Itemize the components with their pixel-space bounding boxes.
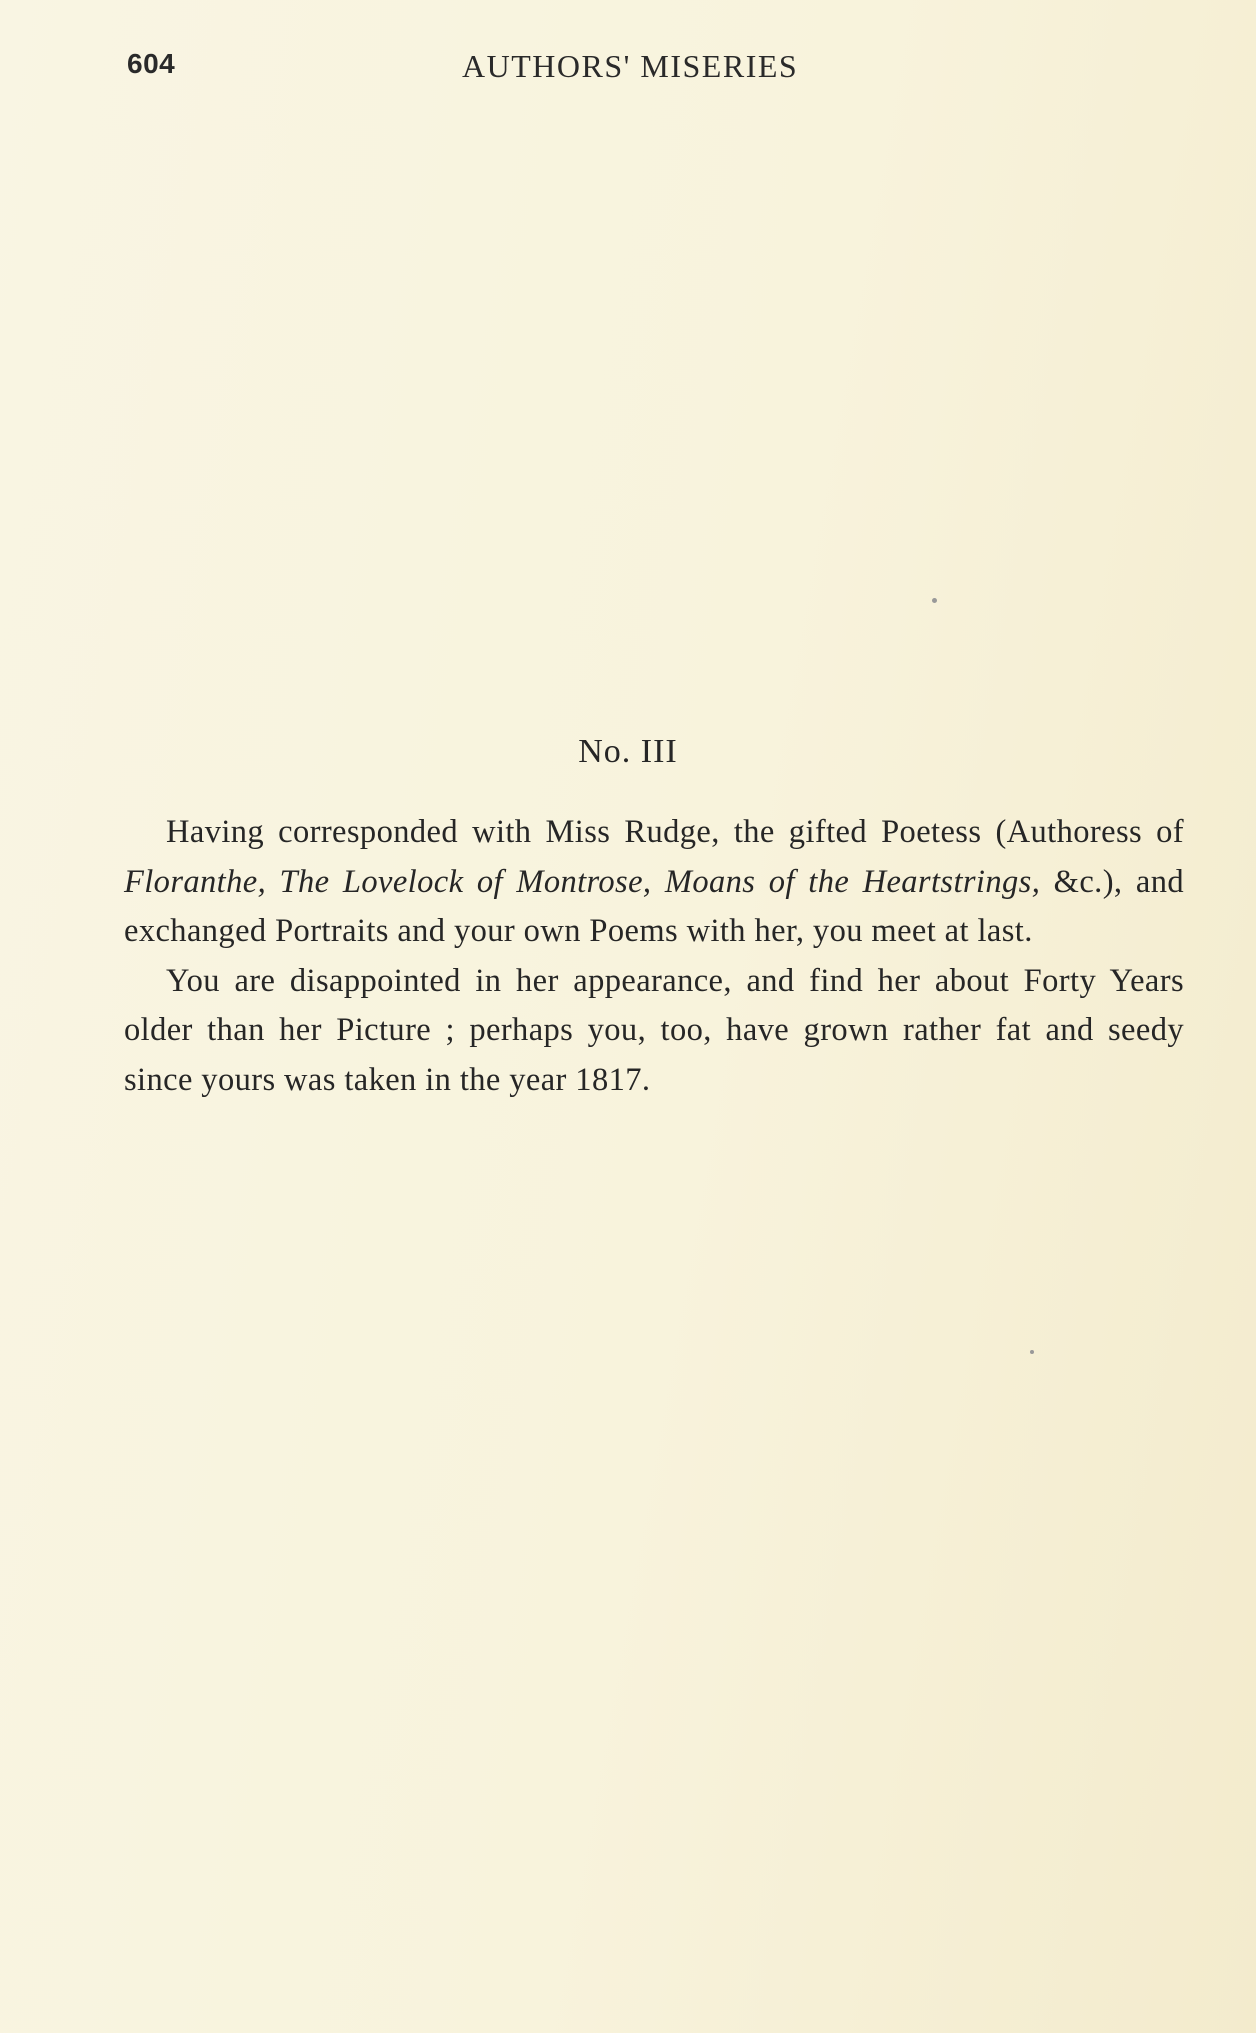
running-head xyxy=(0,48,1256,88)
italic-book-titles: Floranthe, The Lovelock of Montrose, Moans of the Heartstrings, xyxy=(124,863,1041,900)
paragraph xyxy=(124,957,1184,1106)
section-heading: No. III xyxy=(578,733,678,770)
text-run: You are disappointed in her appearance, and find her about Forty Years older than her Picture ; perhaps you, too, have grown rather fat and seedy since yours was taken in the year 1817. xyxy=(124,962,1184,1098)
running-title: AUTHORS' MISERIES xyxy=(462,48,799,84)
body-text xyxy=(124,808,1184,1105)
text-run: Having corresponded with Miss Rudge, the gifted Poetess (Authoress of xyxy=(166,814,1184,850)
page-number: 604 xyxy=(127,48,176,79)
paper-speck xyxy=(1030,1350,1034,1354)
text-run: &c.), and exchanged Portraits and your own Poems with her, you meet at last. xyxy=(124,863,1185,949)
paper-speck xyxy=(932,598,937,603)
paragraph xyxy=(124,808,1184,957)
